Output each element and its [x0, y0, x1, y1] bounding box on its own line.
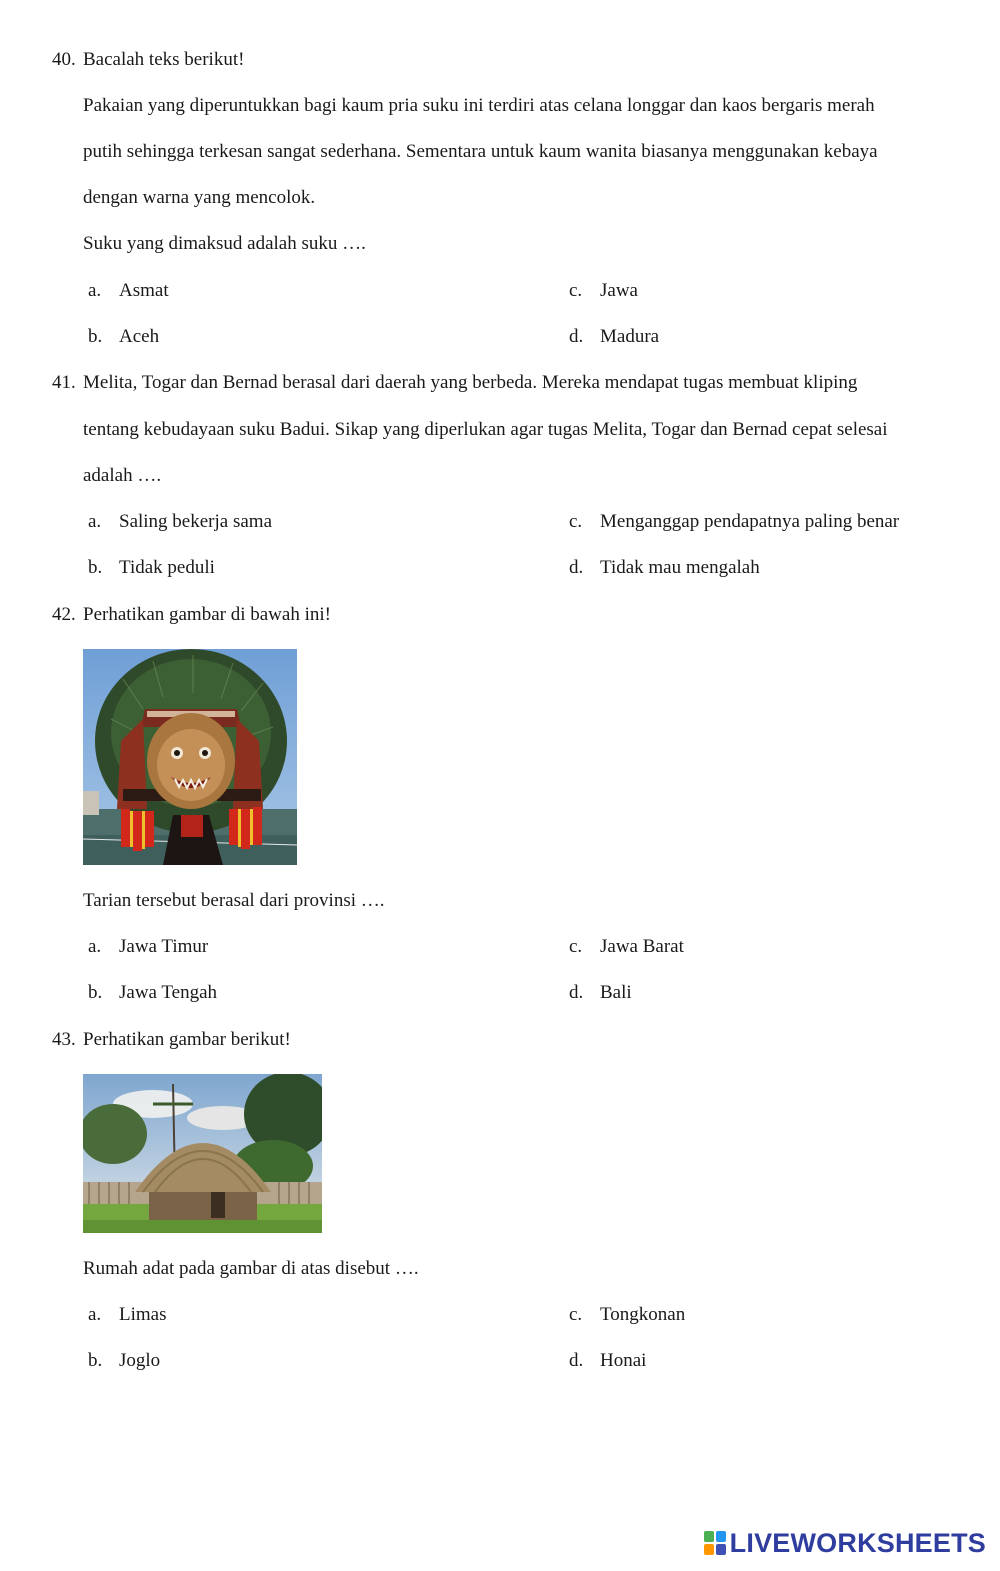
option-text: Limas	[119, 1304, 167, 1325]
question-text-line: dengan warna yang mencolok.	[83, 187, 316, 208]
option-letter: b.	[88, 1350, 103, 1371]
question-text-line: putih sehingga terkesan sangat sederhana. Sementara untuk kaum wanita biasanya menggunakan kebaya	[83, 141, 878, 162]
option-letter: c.	[569, 280, 583, 301]
option-text: Honai	[600, 1350, 647, 1371]
option-text: Madura	[600, 326, 660, 347]
option-text: Aceh	[119, 326, 160, 347]
option-letter: b.	[88, 982, 103, 1003]
reog-mask-photo	[83, 649, 297, 865]
option-letter: b.	[88, 326, 103, 347]
question-number: 43.	[52, 1029, 76, 1050]
option-letter: d.	[569, 326, 584, 347]
option-text: Jawa	[600, 280, 638, 301]
watermark-text: LIVEWORKSHEETS	[729, 1527, 986, 1558]
option-letter: a.	[88, 280, 102, 301]
question-text-line: Pakaian yang diperuntukkan bagi kaum pria suku ini terdiri atas celana longgar dan kaos bergaris merah	[83, 95, 875, 116]
option-letter: a.	[88, 936, 102, 957]
question-text-line: adalah ….	[83, 465, 162, 486]
question-prompt: Rumah adat pada gambar di atas disebut ….	[83, 1258, 419, 1279]
option-text: Jawa Timur	[119, 936, 209, 957]
question-prompt: Tarian tersebut berasal dari provinsi ….	[83, 890, 385, 911]
question-text-line: Melita, Togar dan Bernad berasal dari daerah yang berbeda. Mereka mendapat tugas membuat kliping	[83, 372, 858, 393]
option-text: Joglo	[119, 1350, 161, 1371]
option-text: Saling bekerja sama	[119, 511, 273, 532]
option-text: Menganggap pendapatnya paling benar	[600, 511, 900, 532]
option-text: Tidak peduli	[119, 557, 215, 578]
question-instruction: Perhatikan gambar di bawah ini!	[83, 604, 331, 625]
option-text: Jawa Tengah	[119, 982, 218, 1003]
option-text: Asmat	[119, 280, 169, 301]
question-number: 40.	[52, 49, 76, 70]
question-number: 42.	[52, 604, 76, 625]
option-letter: a.	[88, 1304, 102, 1325]
question-instruction: Bacalah teks berikut!	[83, 49, 245, 70]
option-letter: d.	[569, 982, 584, 1003]
option-text: Bali	[600, 982, 632, 1003]
option-letter: a.	[88, 511, 102, 532]
option-letter: c.	[569, 1304, 583, 1325]
option-letter: c.	[569, 511, 583, 532]
option-letter: b.	[88, 557, 103, 578]
question-prompt: Suku yang dimaksud adalah suku ….	[83, 233, 366, 254]
question-instruction: Perhatikan gambar berikut!	[83, 1029, 291, 1050]
liveworksheets-logo-icon	[704, 1531, 726, 1555]
option-letter: d.	[569, 1350, 584, 1371]
option-letter: d.	[569, 557, 584, 578]
option-text: Tidak mau mengalah	[600, 557, 760, 578]
option-text: Tongkonan	[600, 1304, 686, 1325]
question-number: 41.	[52, 372, 76, 393]
question-text-line: tentang kebudayaan suku Badui. Sikap yang diperlukan agar tugas Melita, Togar dan Bernad cepat selesai	[83, 419, 888, 440]
liveworksheets-watermark	[704, 1527, 986, 1559]
honai-house-photo	[83, 1074, 322, 1233]
option-letter: c.	[569, 936, 583, 957]
option-text: Jawa Barat	[600, 936, 684, 957]
